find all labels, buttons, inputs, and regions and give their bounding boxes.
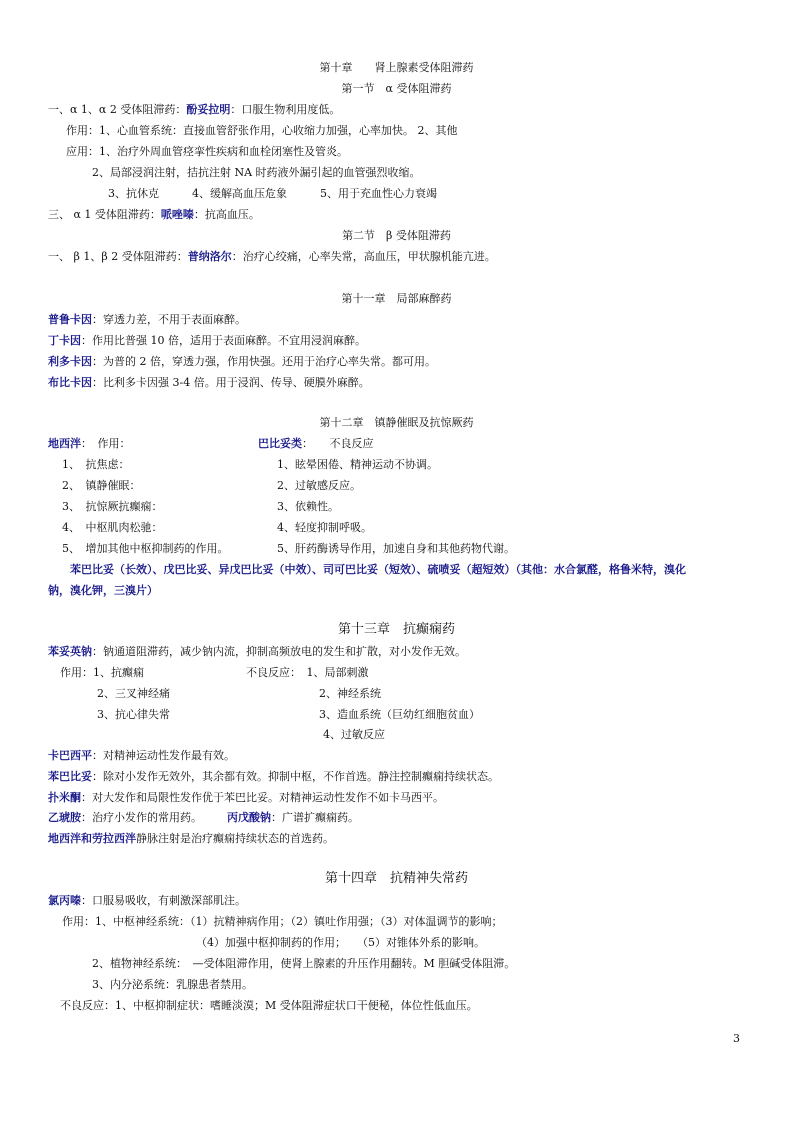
adverse-item: 不良反应： 1、局部刺激 [246, 666, 369, 679]
text: ：穿透力差，不用于表面麻醉。 [92, 313, 246, 326]
section-1-title: 第一节 α 受体阻滞药 [341, 82, 452, 95]
text: ：钠通道阻滞药，减少钠内流，抑制高频放电的发生和扩散，对小发作无效。 [92, 645, 466, 658]
drug-name: 乙琥胺 [48, 811, 81, 824]
chapter-10-title: 第十章 肾上腺素受体阻滞药 [319, 61, 474, 74]
drug-line [48, 644, 466, 660]
text: ：口服易吸收，有刺激深部肌注。 [81, 894, 246, 907]
drug-line [227, 810, 359, 826]
effect-item: 3、抗心律失常 [97, 708, 170, 721]
chapter-11-title: 第十一章 局部麻醉药 [341, 292, 452, 305]
effect-item: 2、三叉神经痛 [97, 687, 170, 700]
drug-name: 普鲁卡因 [48, 313, 92, 326]
page-number: 3 [733, 1032, 740, 1045]
chapter-14-title: 第十四章 抗精神失常药 [324, 871, 468, 886]
text: ：除对小发作无效外，其余都有效。抑制中枢，不作首选。静注控制癫痫持续状态。 [92, 770, 499, 783]
chapter-12-title: 第十二章 镇静催眠及抗惊厥药 [319, 416, 474, 429]
alpha-blocker-line [48, 102, 340, 118]
drug-name: 地西泮和劳拉西泮 [48, 832, 136, 845]
adverse-item: 2、过敏感反应。 [277, 479, 361, 492]
effect-item: 3、 抗惊厥抗癫痫： [62, 500, 163, 513]
uses-line-3: 3、抗休克 4、缓解高血压危象 5、用于充血性心力衰竭 [108, 187, 437, 200]
text: ：对大发作和局限性发作优于苯巴比妥。对精神运动性发作不如卡马西平。 [81, 791, 444, 804]
drug-line [48, 893, 246, 909]
adverse-item: 3、依赖性。 [277, 500, 339, 513]
effect-item: 1、 抗焦虑： [62, 458, 130, 471]
drug-line [48, 748, 235, 764]
adverse-item: 3、造血系统（巨幼红细胞贫血） [319, 708, 480, 721]
drug-name: 苯妥英钠 [48, 645, 92, 658]
text: 一、 β 1、β 2 受体阻滞药： [48, 250, 188, 263]
text: ： 作用： [81, 437, 131, 450]
effect-item: 作用：1、抗癫痫 [60, 666, 144, 679]
drug-name: 扑米酮 [48, 791, 81, 804]
text: ：对精神运动性发作最有效。 [92, 749, 235, 762]
drug-line [48, 333, 366, 349]
drug-line [48, 375, 370, 391]
text: 一、α 1、α 2 受体阻滞药： [48, 103, 187, 116]
effects-line: 作用：1、中枢神经系统：（1）抗精神病作用；（2）镇吐作用强；（3）对体温调节的影响； [62, 915, 503, 928]
chapter-13-title: 第十三章 抗癫痫药 [337, 622, 455, 637]
drug-name: 苯巴比妥 [48, 770, 92, 783]
text: ：抗高血压。 [193, 208, 260, 221]
drug-name: 卡巴西平 [48, 749, 92, 762]
text: ：作用比普强 10 倍，适用于表面麻醉。不宜用浸润麻醉。 [81, 334, 366, 347]
section-2-title: 第二节 β 受体阻滞药 [342, 229, 451, 242]
effect-item: 2、 镇静催眠： [62, 479, 141, 492]
barbiturate-list: 苯巴比妥（长效）、戊巴比妥、异戊巴比妥（中效）、司可巴比妥（短效）、硫喷妥（超短效）（其他：水合氯醛，格鲁米特，溴化 [70, 563, 686, 576]
adverse-item: 4、轻度抑制呼吸。 [277, 521, 372, 534]
drug-name: 布比卡因 [48, 376, 92, 389]
text: ：口服生物利用度低。 [230, 103, 341, 116]
beta-blocker-line [48, 249, 496, 265]
barbiturate-heading [258, 436, 374, 452]
effects-line: 3、内分泌系统：乳腺患者禁用。 [92, 978, 253, 991]
effect-item: 4、 中枢肌肉松驰： [62, 521, 163, 534]
drug-name: 利多卡因 [48, 355, 92, 368]
text: ：比利多卡因强 3-4 倍。用于浸润、传导、硬膜外麻醉。 [92, 376, 370, 389]
adverse-item: 4、过敏反应 [323, 728, 385, 741]
uses-line-2: 2、局部浸润注射，拮抗注射 NA 时药液外漏引起的血管强烈收缩。 [92, 166, 421, 179]
barbiturate-list-cont: 钠，溴化钾，三溴片） [48, 584, 158, 597]
diazepam-heading [48, 436, 131, 452]
adverse-item: 5、肝药酶诱导作用，加速自身和其他药物代谢。 [277, 542, 515, 555]
drug-name: 巴比妥类 [258, 437, 302, 450]
drug-name: 地西泮 [48, 437, 81, 450]
text: ：为普的 2 倍，穿透力强，作用快强。还用于治疗心率失常。都可用。 [92, 355, 436, 368]
alpha1-blocker-line [48, 207, 260, 223]
text: ：治疗心绞痛，心率失常，高血压，甲状腺机能亢进。 [231, 250, 496, 263]
drug-line [48, 790, 444, 806]
drug-name: 普纳洛尔 [187, 250, 232, 263]
text: ：广谱扩癫痫药。 [271, 811, 359, 824]
text: ：治疗小发作的常用药。 [81, 811, 202, 824]
text: 三、 α 1 受体阻滞药： [48, 208, 161, 221]
effects-line: 2、植物神经系统： —受体阻滞作用，使肾上腺素的升压作用翻转。M 胆碱受体阻滞。 [92, 957, 516, 970]
drug-line [48, 831, 334, 847]
effect-item: 5、 增加其他中枢抑制药的作用。 [62, 542, 229, 555]
text: ： 不良反应 [302, 437, 374, 450]
adverse-item: 1、眩晕困倦、精神运动不协调。 [277, 458, 438, 471]
drug-name: 氯丙嗪 [48, 894, 81, 907]
drug-name: 酚妥拉明 [186, 103, 231, 116]
adverse-item: 2、神经系统 [319, 687, 381, 700]
uses-line-1: 应用：1、治疗外周血管痉挛性疾病和血栓闭塞性及管炎。 [66, 145, 348, 158]
drug-line [48, 312, 246, 328]
drug-name: 哌唑嗪 [160, 208, 194, 221]
drug-name: 丁卡因 [48, 334, 81, 347]
drug-line [48, 354, 436, 370]
effects-line: （4）加强中枢抑制药的作用； （5）对锥体外系的影响。 [196, 936, 485, 949]
adverse-line: 不良反应：1、中枢抑制症状：嗜睡淡漠；M 受体阻滞症状口干便秘，体位性低血压。 [60, 999, 478, 1012]
drug-line [48, 810, 202, 826]
drug-name: 丙戊酸钠 [227, 811, 271, 824]
drug-line [48, 769, 499, 785]
effects-line: 作用：1、心血管系统：直接血管舒张作用，心收缩力加强，心率加快。 2、其他 [66, 124, 458, 137]
text: 静脉注射是治疗癫痫持续状态的首选药。 [136, 832, 334, 845]
